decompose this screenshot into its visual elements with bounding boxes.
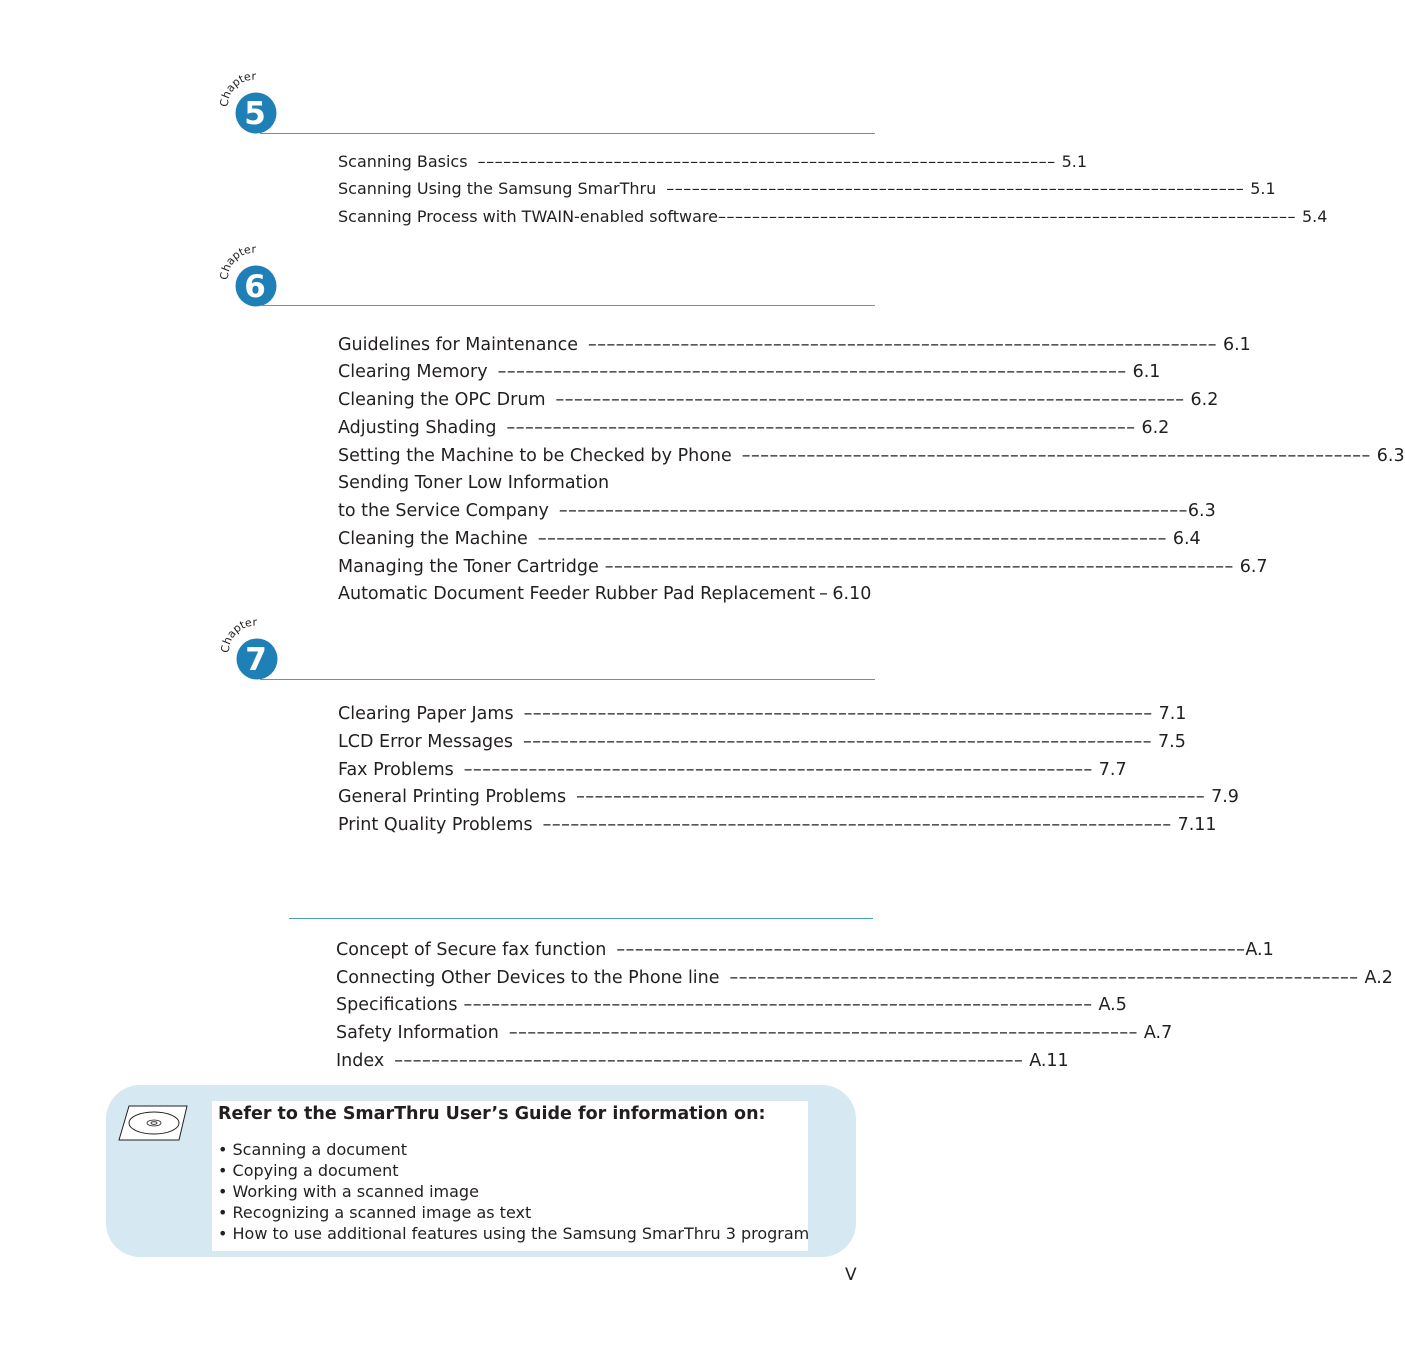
toc-entry-title: Automatic Document Feeder Rubber Pad Replacement <box>338 584 816 604</box>
list-item: • Working with a scanned image <box>218 1182 479 1201</box>
toc-entry-title: Index <box>336 1051 385 1071</box>
chapter-number: 5 <box>244 96 266 132</box>
toc-entry-page: A.5 <box>1098 995 1127 1015</box>
toc-entry-title: Cleaning the OPC Drum <box>338 390 546 410</box>
toc-entry-page: 6.2 <box>1141 418 1170 438</box>
leader-dashes: –––––––––––––––––––––––––––––––––––––––––––––––––––––––––––––––––––– <box>604 557 1234 577</box>
toc-entry-page: 7.9 <box>1211 787 1239 807</box>
toc-entry-title: Sending Toner Low Information <box>338 473 610 493</box>
toc-entry-page: A.7 <box>1143 1023 1173 1043</box>
toc-entry-title: Scanning Basics <box>338 152 468 171</box>
toc-entry[interactable] <box>336 991 1127 1019</box>
toc-entry-page: 5.4 <box>1302 207 1328 226</box>
leader-dashes: – <box>819 584 829 604</box>
leader-dashes: –––––––––––––––––––––––––––––––––––––––––––––––––––––––––––––––––––– <box>616 940 1246 960</box>
toc-entry-page: 6.3 <box>1376 446 1405 466</box>
leader-dashes: –––––––––––––––––––––––––––––––––––––––––––––––––––––––––––––––––––– <box>463 760 1093 780</box>
toc-entry[interactable] <box>338 331 1251 359</box>
toc-entry-title: Guidelines for Maintenance <box>338 335 578 355</box>
toc-entry-title: Scanning Using the Samsung SmarThru <box>338 179 657 198</box>
chapter-5-rule <box>260 133 875 134</box>
chapter-label: Chapter <box>217 242 257 281</box>
toc-entry-page: 6.1 <box>1222 335 1251 355</box>
toc-entry[interactable] <box>338 414 1170 442</box>
cd-icon <box>117 1104 189 1142</box>
toc-entry-page: 5.1 <box>1250 179 1276 198</box>
toc-entry[interactable] <box>336 964 1393 992</box>
toc-entry-page: A.1 <box>1245 940 1274 960</box>
toc-entry[interactable] <box>338 553 1268 581</box>
toc-entry-page: A.11 <box>1029 1051 1069 1071</box>
leader-dashes: –––––––––––––––––––––––––––––––––––––––––––––––––––––––––––––––––––– <box>497 362 1127 382</box>
toc-entry[interactable] <box>338 148 1088 176</box>
toc-entry[interactable] <box>338 442 1405 470</box>
toc-entry-page: 6.1 <box>1132 362 1161 382</box>
leader-dashes: –––––––––––––––––––––––––––––––––––––––––––––––––––––––––––––––––––– <box>576 787 1206 807</box>
chapter-5-badge <box>217 69 282 137</box>
note-title: Refer to the SmarThru User’s Guide for information on: <box>218 1104 766 1124</box>
leader-dashes: –––––––––––––––––––––––––––––––––––––––––––––––––––––––––––––––––––– <box>394 1051 1024 1071</box>
toc-entry-page: A.2 <box>1364 968 1393 988</box>
leader-dashes: –––––––––––––––––––––––––––––––––––––––––––––––––––––––––––––––––––– <box>587 335 1217 355</box>
chapter-6-badge <box>217 242 282 310</box>
list-item: • Copying a document <box>218 1161 399 1180</box>
toc-entry-title: Clearing Paper Jams <box>338 704 514 724</box>
leader-dashes: –––––––––––––––––––––––––––––––––––––––––––––––––––––––––––––––––––– <box>537 529 1167 549</box>
page-number: V <box>845 1265 857 1285</box>
toc-entry[interactable] <box>338 203 1328 231</box>
toc-entry-page: 6.4 <box>1172 529 1201 549</box>
toc-entry[interactable] <box>338 175 1276 203</box>
toc-entry[interactable] <box>338 580 872 608</box>
leader-dashes: –––––––––––––––––––––––––––––––––––––––––––––––––––––––––––––––––––– <box>477 152 1056 171</box>
toc-entry[interactable] <box>338 386 1219 414</box>
toc-entry[interactable] <box>338 783 1239 811</box>
toc-entry[interactable] <box>338 756 1127 784</box>
leader-dashes: –––––––––––––––––––––––––––––––––––––––––––––––––––––––––––––––––––– <box>729 968 1359 988</box>
leader-dashes: –––––––––––––––––––––––––––––––––––––––––––––––––––––––––––––––––––– <box>463 995 1093 1015</box>
toc-entry-title: Scanning Process with TWAIN-enabled software <box>338 207 718 226</box>
toc-entry[interactable] <box>338 525 1201 553</box>
leader-dashes: –––––––––––––––––––––––––––––––––––––––––––––––––––––––––––––––––––– <box>523 704 1153 724</box>
list-item: • How to use additional features using the Samsung SmarThru 3 program <box>218 1224 810 1243</box>
toc-entry-title: Connecting Other Devices to the Phone line <box>336 968 720 988</box>
toc-entry[interactable] <box>336 936 1274 964</box>
toc-entry-title: Setting the Machine to be Checked by Phone <box>338 446 732 466</box>
toc-entry[interactable] <box>338 811 1217 839</box>
toc-entry-page: 5.1 <box>1061 152 1088 171</box>
toc-entry-title: to the Service Company <box>338 501 549 521</box>
toc-entry-title: Concept of Secure fax function <box>336 940 607 960</box>
leader-dashes: –––––––––––––––––––––––––––––––––––––––––––––––––––––––––––––––––––– <box>542 815 1172 835</box>
list-item: • Scanning a document <box>218 1140 408 1159</box>
note-list <box>218 1139 809 1244</box>
leader-dashes: –––––––––––––––––––––––––––––––––––––––––––––––––––––––––––––––––––– <box>741 446 1371 466</box>
chapter-number: 7 <box>245 642 267 678</box>
leader-dashes: –––––––––––––––––––––––––––––––––––––––––––––––––––––––––––––––––––– <box>523 732 1153 752</box>
toc-entry-page: 6.2 <box>1190 390 1219 410</box>
toc-entry-title: Print Quality Problems <box>338 815 533 835</box>
leader-dashes: –––––––––––––––––––––––––––––––––––––––––––––––––––––––––––––––––––– <box>666 179 1245 198</box>
appendix-rule <box>289 918 873 919</box>
toc-entry[interactable] <box>336 1019 1173 1047</box>
toc-entry[interactable] <box>338 700 1187 728</box>
chapter-label: Chapter <box>217 69 257 108</box>
toc-entry-page: 7.5 <box>1158 732 1186 752</box>
toc-entry-title: Fax Problems <box>338 760 454 780</box>
chapter-number: 6 <box>244 269 266 305</box>
toc-entry-title: Adjusting Shading <box>338 418 497 438</box>
toc-entry-title: Clearing Memory <box>338 362 488 382</box>
toc-entry[interactable] <box>338 497 1216 525</box>
toc-entry-title: Managing the Toner Cartridge <box>338 557 599 577</box>
leader-dashes: –––––––––––––––––––––––––––––––––––––––––––––––––––––––––––––––––––– <box>508 1023 1138 1043</box>
toc-entry-title: Safety Information <box>336 1023 499 1043</box>
toc-entry-page: 7.11 <box>1177 815 1217 835</box>
toc-entry-title: Cleaning the Machine <box>338 529 528 549</box>
toc-entry-page: 6.7 <box>1239 557 1268 577</box>
toc-entry[interactable] <box>338 358 1161 386</box>
leader-dashes: –––––––––––––––––––––––––––––––––––––––––––––––––––––––––––––––––––– <box>555 390 1185 410</box>
toc-entry[interactable] <box>336 1047 1069 1075</box>
toc-entry[interactable] <box>338 728 1186 756</box>
toc-entry-page: 7.7 <box>1098 760 1127 780</box>
list-item: • Recognizing a scanned image as text <box>218 1203 532 1222</box>
toc-entry[interactable] <box>338 469 864 497</box>
toc-entry-page: 6.3 <box>1187 501 1216 521</box>
chapter-6-rule <box>260 305 875 306</box>
toc-entry-page: 6.10 <box>832 584 872 604</box>
toc-entry-page: 7.1 <box>1158 704 1187 724</box>
toc-entry-title: LCD Error Messages <box>338 732 514 752</box>
leader-dashes: –––––––––––––––––––––––––––––––––––––––––––––––––––––––––––––––––––– <box>506 418 1136 438</box>
toc-entry-title: Specifications <box>336 995 458 1015</box>
chapter-7-rule <box>260 679 875 680</box>
chapter-7-badge <box>218 615 283 683</box>
toc-entry-title: General Printing Problems <box>338 787 567 807</box>
chapter-label: Chapter <box>218 615 258 654</box>
leader-dashes: –––––––––––––––––––––––––––––––––––––––––––––––––––––––––––––––––––– <box>718 207 1296 226</box>
leader-dashes: –––––––––––––––––––––––––––––––––––––––––––––––––––––––––––––––––––– <box>558 501 1188 521</box>
